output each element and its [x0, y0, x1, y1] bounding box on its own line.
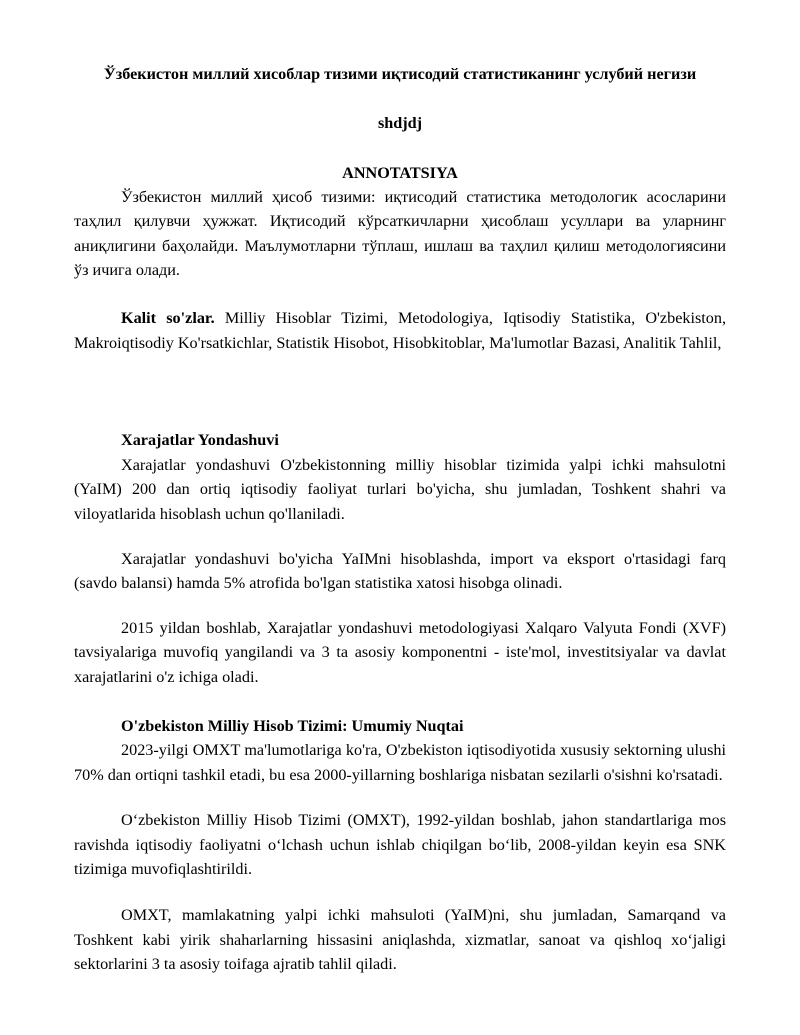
section-paragraph: O‘zbekiston Milliy Hisob Tizimi (OMXT), 1992-yildan boshlab, jahon standartlariga mos ravishda iqtisodiy faoliyatni o‘lchash uchun ishlab chiqilgan bo‘lib, 2008-yildan keyin esa SNK tizimiga muvofiqlashtirildi.: [74, 811, 726, 879]
document-page: [74, 56, 726, 977]
section-heading: O'zbekiston Milliy Hisob Tizimi: Umumiy Nuqtai: [121, 716, 464, 735]
keywords-label: Kalit so'zlar.: [121, 308, 215, 327]
document-title: Ўзбекистон миллий хисоблар тизими иқтисодий статистиканинг услубий негизи: [103, 65, 697, 83]
section-paragraph: 2015 yildan boshlab, Xarajatlar yondashuvi metodologiyasi Xalqaro Valyuta Fondi (XVF) tavsiyalariga muvofiq yangilandi va 3 ta asosiy komponentni - iste'mol, investitsiyalar va davlat xarajatlarini o'z ichiga oladi.: [74, 618, 726, 686]
section-paragraph: Xarajatlar yondashuvi bo'yicha YaIMni hisoblashda, import va eksport o'rtasidagi farq (savdo balansi) hamda 5% atrofida bo'lgan statistika xatosi hisobga olinadi.: [74, 549, 726, 593]
document-subtitle: shdjdj: [377, 114, 423, 132]
section-heading: Xarajatlar Yondashuvi: [121, 431, 279, 450]
annotation-paragraph: Ўзбекистон миллий ҳисоб тизими: иқтисодий статистика методологик асосларини таҳлил қилувчи ҳужжат. Иқтисодий кўрсаткичларни ҳисоблаш усуллари ва уларнинг аниқлигини баҳолайди. Маълумотларни тўплаш, ишлаш ва таҳлил қилиш методологиясини ўз ичига олади.: [74, 187, 726, 280]
section-paragraph: OMXT, mamlakatning yalpi ichki mahsuloti (YaIM)ni, shu jumladan, Samarqand va Toshkent kabi yirik shaharlarning hissasini aniqlashda, xizmatlar, sanoat va qishloq xo‘jaligi sektorlarini 3 ta asosiy toifaga ajratib tahlil qiladi.: [74, 906, 726, 974]
keywords-text: Milliy Hisoblar Tizimi, Metodologiya, Iqtisodiy Statistika, O'zbekiston, Makroiqtisodiy Ko'rsatkichlar, Statistik Hisobot, Hisobkitoblar, Ma'lumotlar Bazasi, Analitik Tahlil,: [74, 308, 727, 352]
section-paragraph: Xarajatlar yondashuvi O'zbekistonning milliy hisoblar tizimida yalpi ichki mahsulotni (YaIM) 200 dan ortiq iqtisodiy faoliyat turlari bo'yicha, shu jumladan, Toshkent shahri va viloyatlarida hisoblash uchun qo'llaniladi.: [74, 455, 726, 523]
keywords-paragraph: [74, 306, 726, 355]
section-paragraph: 2023-yilgi OMXT ma'lumotlariga ko'ra, O'zbekiston iqtisodiyotida xususiy sektorning ulushi 70% dan ortiqni tashkil etadi, bu esa 2000-yillarning boshlariga nisbatan sezilarli o'sishni ko'rsatadi.: [74, 741, 726, 784]
annotation-heading: ANNOTATSIYA: [342, 163, 458, 182]
